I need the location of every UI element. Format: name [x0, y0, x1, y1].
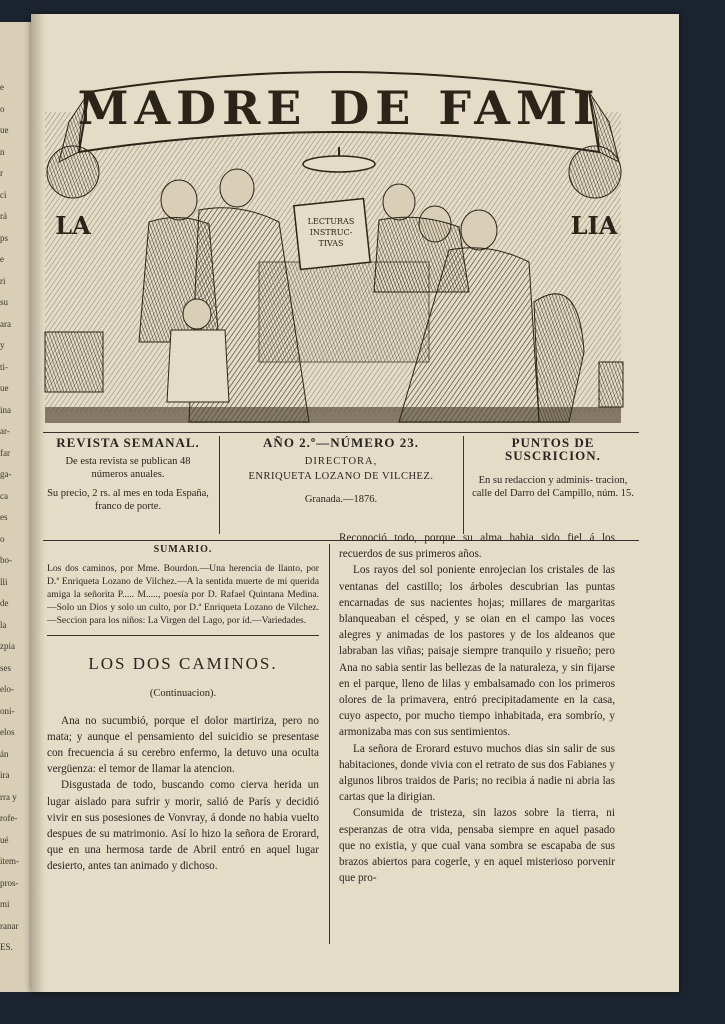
- adjacent-page-text-fragment: zpia: [0, 641, 15, 651]
- header-left-line1: De esta revista se publican 48 números anuales.: [65, 456, 191, 480]
- header-right-column: [467, 432, 639, 540]
- engraving-illustration: [39, 52, 627, 432]
- adjacent-page-text-fragment: bo-: [0, 555, 12, 565]
- adjacent-page-text-fragment: ara: [0, 318, 11, 329]
- adjacent-page-text-fragment: ti-: [0, 361, 8, 372]
- adjacent-page-text-fragment: n: [0, 146, 5, 157]
- ornament-right-text: LIA: [570, 211, 618, 240]
- adjacent-page-text-fragment: ca: [0, 490, 8, 501]
- book-text-line2: INSTRUC-: [309, 228, 353, 237]
- adjacent-page-text-fragment: pros-: [0, 877, 19, 888]
- adjacent-page-text-fragment: án: [0, 748, 9, 759]
- adjacent-page-text-fragment: e: [0, 82, 4, 92]
- header-right-lead: PUNTOS DE SUSCRICION.: [505, 435, 601, 463]
- adjacent-page-text-fragment: oni-: [0, 705, 15, 716]
- adjacent-page-text-fragment: ES.: [0, 942, 13, 952]
- adjacent-page-text-fragment: o: [0, 103, 5, 114]
- article-paragraph: Disgustada de todo, buscando como cierva herida un lugar aislado para sufrir y morir, salió de París y decidió vivir en sus posesiones de Vonvray, á donde no habia vuelto despues de su matrimonio. Así lo hizo la señora de Erorard, que en una hermosa tarde de Abril entró en aquel lugar desierto, antes tan animado y dichoso.: [47, 779, 319, 873]
- ornament-left-text: LA: [55, 211, 91, 240]
- adjacent-page-text-fragment: ar-: [0, 426, 10, 436]
- header-center-column: [223, 432, 459, 540]
- adjacent-page-text-fragment: ps: [0, 232, 9, 243]
- header-center-line2: ENRIQUETA LOZANO DE VILCHEZ.: [248, 471, 434, 482]
- book-text-line1: LECTURAS: [307, 217, 355, 226]
- adjacent-page-text-fragment: y: [0, 340, 5, 350]
- sumario-title: SUMARIO.: [153, 544, 213, 555]
- adjacent-page-text-fragment: elo-: [0, 684, 14, 694]
- adjacent-page-text-fragment: rra y: [0, 791, 17, 802]
- article-title: LOS DOS CAMINOS.: [88, 654, 278, 674]
- header-divider-left: [219, 436, 220, 534]
- publication-header: [43, 432, 639, 544]
- header-left-lead: REVISTA SEMANAL.: [56, 435, 200, 450]
- adjacent-page-text-fragment: mi: [0, 899, 10, 909]
- adjacent-page-text-fragment: de: [0, 598, 9, 608]
- masthead-title: MADRE DE FAMI: [77, 81, 601, 135]
- sumario-rule: [47, 635, 319, 636]
- adjacent-page-text-fragment: ri: [0, 275, 6, 286]
- header-center-lead: AÑO 2.º—NÚMERO 23.: [263, 435, 419, 450]
- book-text-line3: TIVAS: [318, 239, 344, 248]
- masthead-engraving: [39, 52, 627, 432]
- adjacent-page-text-fragment: ue: [0, 125, 9, 135]
- newspaper-page: [31, 14, 679, 992]
- header-right-line1: En su redaccion y adminis- tracion, calle del Darro del Campillo, núm. 15.: [472, 475, 634, 499]
- adjacent-page-text-fragment: es: [0, 512, 8, 522]
- article-paragraph: Ana no sucumbió, porque el dolor martiriza, pero no mata; y aunque el pensamiento del suicidio se presentase con frecuencia á su cerebro enfermo, la detuvo una oculta vergüenza: el temor de llamar la atencion.: [47, 714, 319, 776]
- adjacent-page-text-fragment: r: [0, 168, 3, 178]
- adjacent-page-text-fragment: o: [0, 533, 5, 544]
- adjacent-page-text-fragment: lli: [0, 576, 8, 587]
- adjacent-page-text-fragment: elos: [0, 727, 15, 737]
- header-center-line3: Granada.—1876.: [304, 494, 378, 505]
- header-divider-right: [463, 436, 464, 534]
- sumario-text: Los dos caminos, por Mme. Bourdon.—Una herencia de llanto, por D.ª Enriqueta Lozano de Vilchez.—A la sentida muerte de mi querida amiga la señorita P..... M....., poesía por D. Rafael Quintana Medina.—Solo un Dios y solo un culto, por D.ª Enriqueta Lozano de Vilchez.—Seccion para los niños: La Virgen del Lago, por íd.—Variedades.: [47, 563, 319, 627]
- article-paragraph: Consumida de tristeza, sin lazos sobre la tierra, ni esperanzas de otra vida, pensaba siempre en aquel pasado que no existia, y que cual vana sombra se escapaba de sus brazos abiertos para cogerle, y en aquel misterioso porvenir que pro-: [339, 807, 615, 885]
- header-left-line2: Su precio, 2 rs. al mes en toda España, franco de porte.: [47, 488, 209, 512]
- adjacent-page-text-fragment: e: [0, 254, 4, 264]
- adjacent-page-text-fragment: ci: [0, 189, 7, 200]
- adjacent-page-text-fragment: ira: [0, 770, 10, 780]
- article-paragraph: Reconoció todo, porque su alma habia sido fiel á los recuerdos de sus primeros años.: [339, 532, 615, 561]
- adjacent-page-text-fragment: ina: [0, 404, 11, 415]
- left-column: [47, 542, 319, 875]
- adjacent-page-text-fragment: ue: [0, 383, 9, 393]
- adjacent-page-text-fragment: la: [0, 619, 7, 630]
- adjacent-page-text-fragment: su: [0, 297, 9, 307]
- adjacent-page-text-fragment: far: [0, 447, 10, 458]
- adjacent-page-text-fragment: ué: [0, 834, 9, 845]
- adjacent-page-text-fragment: rofe-: [0, 813, 18, 823]
- article-paragraph: Los rayos del sol poniente enrojecian los cristales de las ventanas del castillo; los árboles descubrian las puntas encarnadas de sus nacientes hojas; millares de margaritas blanqueaban el césped, y se oian en el campo las voces alegres y animadas de los pastores y de los aldeanos que labraban las viñas; paisaje siempre tranquilo y risueño; pero Ana no sabia sentir las bellezas de la naturaleza, y sin fijarse en el parque, lleno de lilas y embalsamado con los primeros olores de la primavera, entró precipitadamente en la casa, cuyo aspecto, por mucho tiempo inhabitada, era sombrío, y armonizaba mas con sus sentimientos.: [339, 564, 615, 739]
- adjacent-page-text-fragment: item-: [0, 856, 19, 866]
- adjacent-page-text-fragment: ses: [0, 662, 11, 673]
- header-left-column: [43, 432, 213, 540]
- right-column: [339, 530, 615, 886]
- adjacent-page-text-fragment: rá: [0, 211, 7, 221]
- article-continuation: (Continuacion).: [149, 688, 217, 700]
- header-center-line1: DIRECTORA,: [304, 456, 378, 467]
- article-paragraph: La señora de Erorard estuvo muchos dias sin salir de sus habitaciones, donde vivia con el retrato de sus dos Fabianes y algunos libros traidos de Paris; no recibia á nadie ni abria las cartas que la dirigian.: [339, 742, 615, 804]
- adjacent-page-text-fragment: ga-: [0, 469, 12, 479]
- adjacent-page-text-fragment: ranar: [0, 920, 19, 931]
- column-divider: [329, 544, 330, 944]
